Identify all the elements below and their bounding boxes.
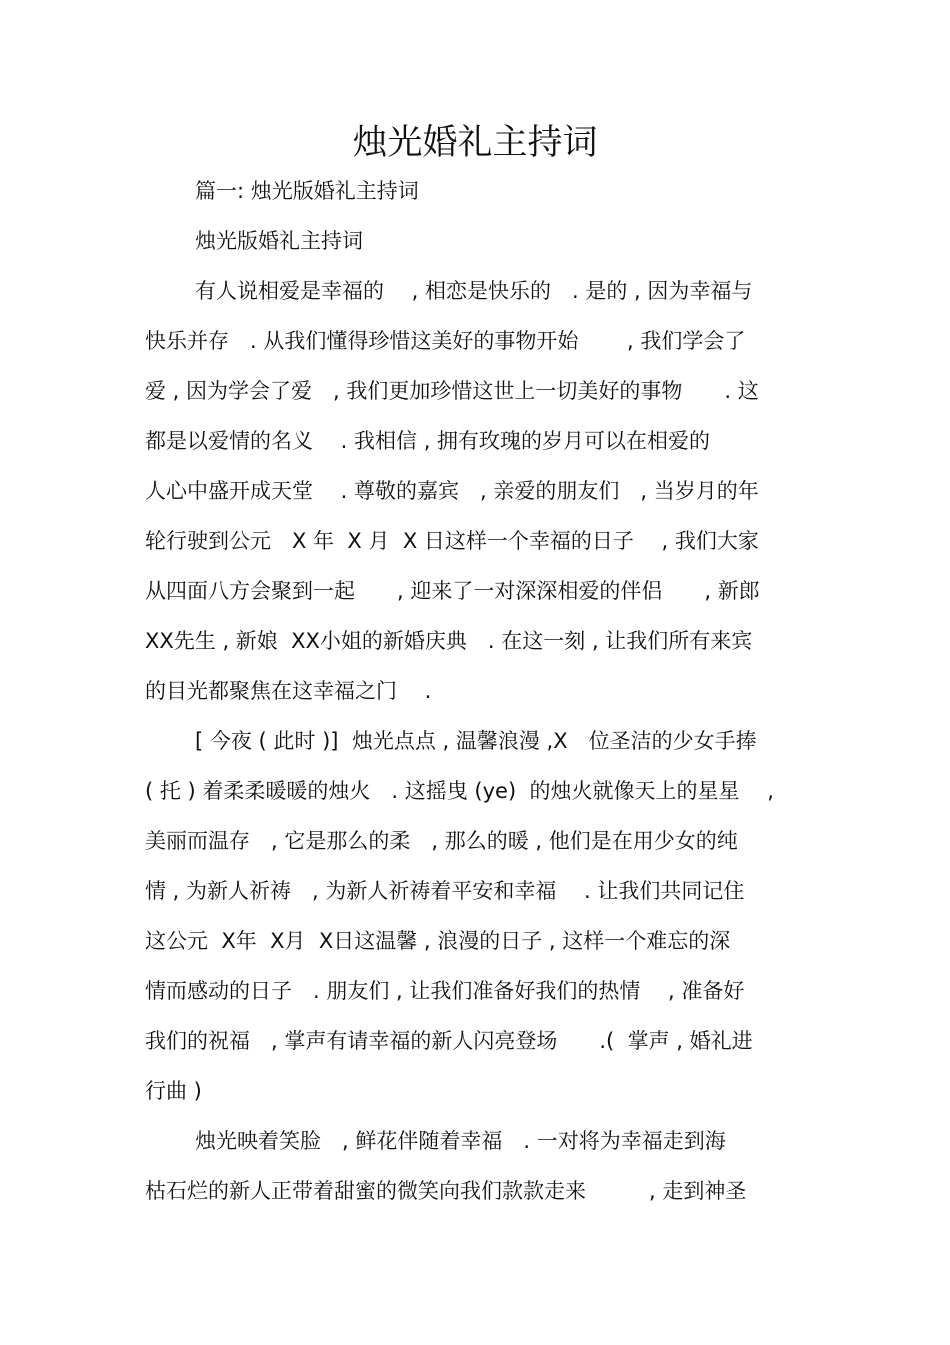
paragraph-line: 人心中盛开成天堂 . 尊敬的嘉宾 , 亲爱的朋友们 , 当岁月的年 xyxy=(145,479,759,503)
paragraph-line: 的目光都聚焦在这幸福之门 . xyxy=(145,679,432,703)
paragraph-line: 我们的祝福 , 掌声有请幸福的新人闪亮登场 .( 掌声 , 婚礼进 xyxy=(145,1029,753,1053)
paragraph-line: 有人说相爱是幸福的 , 相恋是快乐的 . 是的 , 因为幸福与 xyxy=(195,279,753,303)
paragraph-line: [ 今夜 ( 此时 )] 烛光点点 , 温馨浪漫 ,X 位圣洁的少女手捧 xyxy=(195,729,757,753)
paragraph-line: 情而感动的日子 . 朋友们 , 让我们准备好我们的热情 , 准备好 xyxy=(145,979,745,1003)
paragraph-line: 轮行驶到公元 X 年 X 月 X 日这样一个幸福的日子 , 我们大家 xyxy=(145,529,759,553)
paragraph-line: 这公元 X年 X月 X日这温馨 , 浪漫的日子 , 这样一个难忘的深 xyxy=(145,929,731,953)
paragraph-line: 都是以爱情的名义 . 我相信 , 拥有玫瑰的岁月可以在相爱的 xyxy=(145,429,711,453)
paragraph-line: 枯石烂的新人正带着甜蜜的微笑向我们款款走来 , 走到神圣 xyxy=(145,1179,747,1203)
paragraph-line: ( 托 ) 着柔柔暖暖的烛火 . 这摇曳 (ye) 的烛火就像天上的星星 , xyxy=(145,779,774,803)
paragraph-line: 从四面八方会聚到一起 , 迎来了一对深深相爱的伴侣 , 新郎 xyxy=(145,579,760,603)
document-title: 烛光婚礼主持词 xyxy=(352,123,598,163)
paragraph-line: XX先生 , 新娘 XX小姐的新婚庆典 . 在这一刻 , 让我们所有来宾 xyxy=(145,629,753,653)
paragraph-line: 美丽而温存 , 它是那么的柔 , 那么的暖 , 他们是在用少女的纯 xyxy=(145,829,738,853)
subheading: 烛光版婚礼主持词 xyxy=(195,229,363,253)
paragraph-line: 行曲 ) xyxy=(145,1079,202,1103)
paragraph-line: 烛光映着笑脸 , 鲜花伴随着幸福 . 一对将为幸福走到海 xyxy=(195,1129,726,1153)
paragraph-line: 情 , 为新人祈祷 , 为新人祈祷着平安和幸福 . 让我们共同记住 xyxy=(145,879,745,903)
paragraph-line: 快乐并存 . 从我们懂得珍惜这美好的事物开始 , 我们学会了 xyxy=(145,329,746,353)
section-heading: 篇一: 烛光版婚礼主持词 xyxy=(195,179,419,203)
paragraph-line: 爱 , 因为学会了爱 , 我们更加珍惜这世上一切美好的事物 . 这 xyxy=(145,379,759,403)
